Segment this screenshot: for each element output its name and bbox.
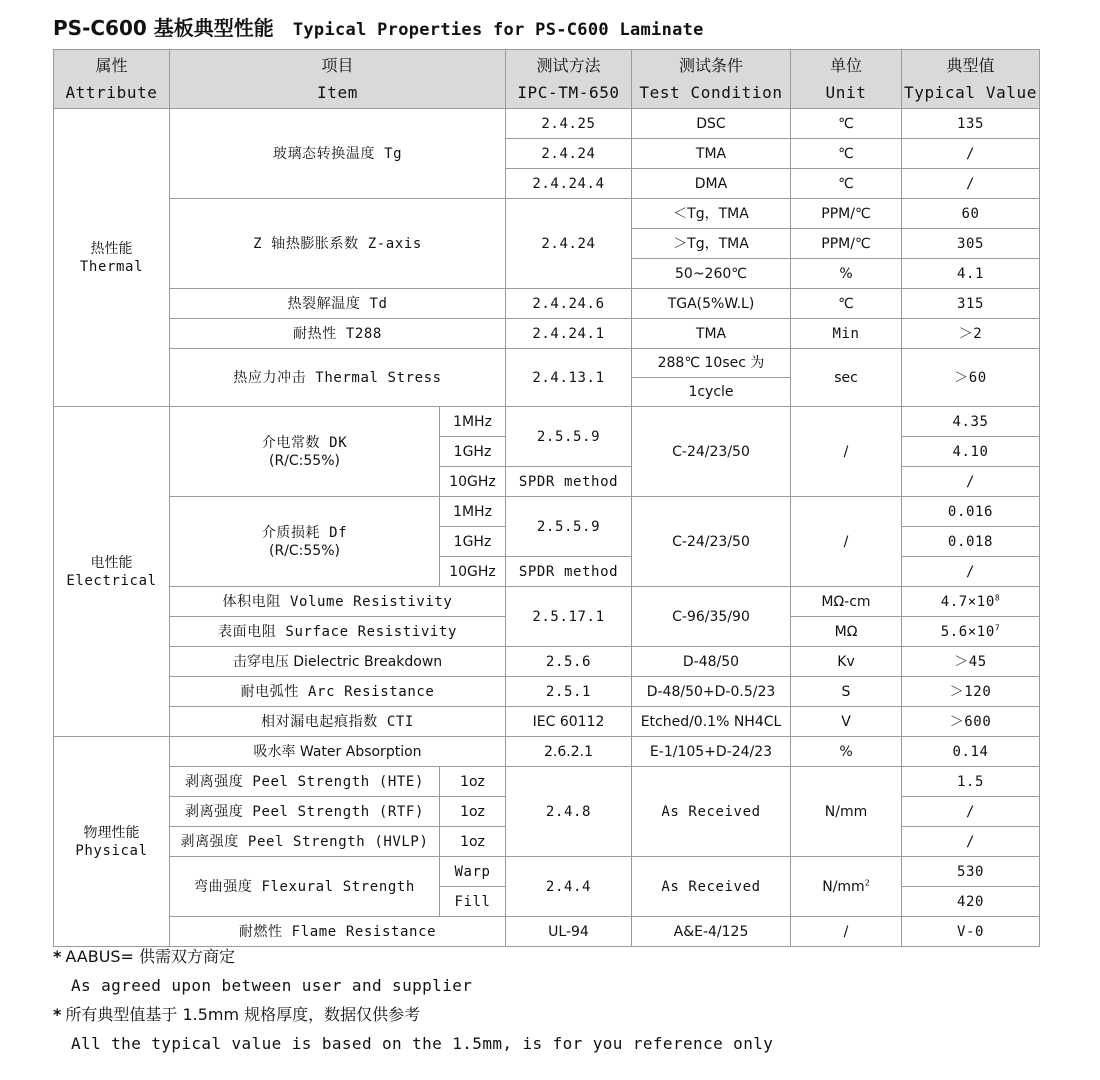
footnote-1-en: As agreed upon between user and supplier xyxy=(71,976,473,995)
cell-weight: 1oz xyxy=(440,827,506,857)
cell-condition: D-48/50+D-0.5/23 xyxy=(632,677,791,707)
item-t288: 耐热性 T288 xyxy=(170,319,506,349)
cell-unit: Kv xyxy=(791,647,902,677)
table-row xyxy=(54,587,1040,617)
properties-table xyxy=(53,49,1040,947)
cell-value: 135 xyxy=(902,109,1040,139)
table-row xyxy=(54,647,1040,677)
cell-unit: % xyxy=(791,259,902,289)
cell-method: 2.5.5.9 xyxy=(506,497,632,557)
cell-condition: 288℃ 10sec 为 xyxy=(632,349,791,378)
item-df: 介质损耗 Df (R/C:55%) xyxy=(170,497,440,587)
cell-condition: ＜Tg，TMA xyxy=(632,199,791,229)
cell-value: 0.018 xyxy=(902,527,1040,557)
cell-unit: / xyxy=(791,407,902,497)
cell-unit: / xyxy=(791,917,902,947)
cell-condition: As Received xyxy=(632,767,791,857)
table-row xyxy=(54,109,1040,139)
cell-method: 2.4.25 xyxy=(506,109,632,139)
cell-value: ＞120 xyxy=(902,677,1040,707)
cell-unit: PPM/℃ xyxy=(791,199,902,229)
cell-condition: TGA(5%W.L) xyxy=(632,289,791,319)
cell-unit: / xyxy=(791,497,902,587)
header-value: 典型值 Typical Value xyxy=(902,50,1040,109)
cell-method: SPDR method xyxy=(506,557,632,587)
item-water: 吸水率 Water Absorption xyxy=(170,737,506,767)
item-tg: 玻璃态转换温度 Tg xyxy=(170,109,506,199)
cell-value: $4.7\times 10^8$ xyxy=(902,587,1040,617)
cell-condition: TMA xyxy=(632,139,791,169)
cell-method: 2.5.6 xyxy=(506,647,632,677)
cell-method: IEC 60112 xyxy=(506,707,632,737)
item-td: 热裂解温度 Td xyxy=(170,289,506,319)
footnotes xyxy=(53,942,773,1058)
header-method: 测试方法 IPC-TM-650 xyxy=(506,50,632,109)
item-peel-hvlp: 剥离强度 Peel Strength (HVLP) xyxy=(170,827,440,857)
header-item: 项目 Item xyxy=(170,50,506,109)
item-volume-resistivity: 体积电阻 Volume Resistivity xyxy=(170,587,506,617)
item-thermal-stress: 热应力冲击 Thermal Stress xyxy=(170,349,506,407)
cell-value: 1.5 xyxy=(902,767,1040,797)
footnote-2: * 所有典型值基于 1.5mm 规格厚度，数据仅供参考 xyxy=(53,1005,421,1024)
cell-value: 4.35 xyxy=(902,407,1040,437)
cell-method: 2.4.8 xyxy=(506,767,632,857)
cell-unit: MΩ xyxy=(791,617,902,647)
title-cn: PS-C600 基板典型性能 xyxy=(53,16,274,40)
table-row xyxy=(54,737,1040,767)
cell-value: / xyxy=(902,827,1040,857)
table-row xyxy=(54,767,1040,797)
cell-value: ＞45 xyxy=(902,647,1040,677)
item-flame: 耐燃性 Flame Resistance xyxy=(170,917,506,947)
table-row xyxy=(54,497,1040,527)
cell-condition: As Received xyxy=(632,857,791,917)
category-physical: 物理性能 Physical xyxy=(54,737,170,947)
cell-unit: $N/mm^2$ xyxy=(791,857,902,917)
cell-direction: Fill xyxy=(440,887,506,917)
item-arc: 耐电弧性 Arc Resistance xyxy=(170,677,506,707)
cell-value: V-0 xyxy=(902,917,1040,947)
footnote-1: * AABUS= 供需双方商定 xyxy=(53,947,236,966)
cell-method: 2.5.5.9 xyxy=(506,407,632,467)
cell-condition: C-96/35/90 xyxy=(632,587,791,647)
table-row xyxy=(54,707,1040,737)
cell-method: UL-94 xyxy=(506,917,632,947)
item-surface-resistivity: 表面电阻 Surface Resistivity xyxy=(170,617,506,647)
cell-value: / xyxy=(902,557,1040,587)
cell-unit: ℃ xyxy=(791,109,902,139)
header-condition: 测试条件 Test Condition xyxy=(632,50,791,109)
cell-value: 305 xyxy=(902,229,1040,259)
cell-method: 2.4.13.1 xyxy=(506,349,632,407)
table-row xyxy=(54,199,1040,229)
cell-unit: V xyxy=(791,707,902,737)
cell-method: 2.4.4 xyxy=(506,857,632,917)
cell-unit: ℃ xyxy=(791,289,902,319)
cell-value: / xyxy=(902,139,1040,169)
table-row xyxy=(54,349,1040,378)
cell-condition: 50~260℃ xyxy=(632,259,791,289)
cell-frequency: 1MHz xyxy=(440,497,506,527)
cell-value: 4.1 xyxy=(902,259,1040,289)
cell-condition: DMA xyxy=(632,169,791,199)
cell-condition: C-24/23/50 xyxy=(632,407,791,497)
cell-value: 315 xyxy=(902,289,1040,319)
cell-unit: S xyxy=(791,677,902,707)
cell-value: 530 xyxy=(902,857,1040,887)
cell-unit: N/mm xyxy=(791,767,902,857)
item-peel-hte: 剥离强度 Peel Strength (HTE) xyxy=(170,767,440,797)
cell-condition: D-48/50 xyxy=(632,647,791,677)
footnote-2-en: All the typical value is based on the 1.5mm, is for you reference only xyxy=(71,1034,774,1053)
cell-value: $5.6\times 10^7$ xyxy=(902,617,1040,647)
cell-frequency: 10GHz xyxy=(440,557,506,587)
cell-frequency: 1GHz xyxy=(440,437,506,467)
cell-condition: ＞Tg，TMA xyxy=(632,229,791,259)
cell-condition: A&E-4/125 xyxy=(632,917,791,947)
cell-method: 2.5.1 xyxy=(506,677,632,707)
cell-value: 420 xyxy=(902,887,1040,917)
cell-method: 2.4.24 xyxy=(506,139,632,169)
cell-value: 60 xyxy=(902,199,1040,229)
item-zaxis: Z 轴热膨胀系数 Z-axis xyxy=(170,199,506,289)
cell-unit: Min xyxy=(791,319,902,349)
header-row xyxy=(54,50,1040,109)
page-title xyxy=(53,12,704,44)
item-breakdown: 击穿电压 Dielectric Breakdown xyxy=(170,647,506,677)
cell-unit: PPM/℃ xyxy=(791,229,902,259)
cell-value: 0.14 xyxy=(902,737,1040,767)
cell-value: / xyxy=(902,169,1040,199)
cell-unit: ℃ xyxy=(791,139,902,169)
item-cti: 相对漏电起痕指数 CTI xyxy=(170,707,506,737)
item-peel-rtf: 剥离强度 Peel Strength (RTF) xyxy=(170,797,440,827)
cell-weight: 1oz xyxy=(440,767,506,797)
cell-method: 2.6.2.1 xyxy=(506,737,632,767)
item-dk: 介电常数 DK (R/C:55%) xyxy=(170,407,440,497)
item-flexural: 弯曲强度 Flexural Strength xyxy=(170,857,440,917)
cell-condition: C-24/23/50 xyxy=(632,497,791,587)
cell-value: 4.10 xyxy=(902,437,1040,467)
cell-method: 2.4.24.6 xyxy=(506,289,632,319)
cell-unit: MΩ-cm xyxy=(791,587,902,617)
cell-value: ＞600 xyxy=(902,707,1040,737)
table-row xyxy=(54,857,1040,887)
cell-direction: Warp xyxy=(440,857,506,887)
cell-condition: TMA xyxy=(632,319,791,349)
cell-method: 2.4.24.4 xyxy=(506,169,632,199)
cell-frequency: 1GHz xyxy=(440,527,506,557)
cell-frequency: 1MHz xyxy=(440,407,506,437)
cell-method: 2.5.17.1 xyxy=(506,587,632,647)
cell-unit: sec xyxy=(791,349,902,407)
cell-value: 0.016 xyxy=(902,497,1040,527)
cell-value: / xyxy=(902,467,1040,497)
header-attribute: 属性 Attribute xyxy=(54,50,170,109)
cell-method: SPDR method xyxy=(506,467,632,497)
cell-value: / xyxy=(902,797,1040,827)
cell-value: ＞60 xyxy=(902,349,1040,407)
cell-frequency: 10GHz xyxy=(440,467,506,497)
title-en: Typical Properties for PS-C600 Laminate xyxy=(292,20,704,40)
cell-unit: % xyxy=(791,737,902,767)
category-electrical: 电性能 Electrical xyxy=(54,407,170,737)
table-row xyxy=(54,677,1040,707)
cell-method: 2.4.24.1 xyxy=(506,319,632,349)
cell-condition: E-1/105+D-24/23 xyxy=(632,737,791,767)
cell-condition: Etched/0.1% NH4CL xyxy=(632,707,791,737)
cell-unit: ℃ xyxy=(791,169,902,199)
cell-condition: DSC xyxy=(632,109,791,139)
cell-weight: 1oz xyxy=(440,797,506,827)
cell-condition: 1cycle xyxy=(632,378,791,407)
header-unit: 单位 Unit xyxy=(791,50,902,109)
table-row xyxy=(54,407,1040,437)
cell-value: ＞2 xyxy=(902,319,1040,349)
table-row xyxy=(54,319,1040,349)
cell-method: 2.4.24 xyxy=(506,199,632,289)
table-row xyxy=(54,289,1040,319)
category-thermal: 热性能 Thermal xyxy=(54,109,170,407)
